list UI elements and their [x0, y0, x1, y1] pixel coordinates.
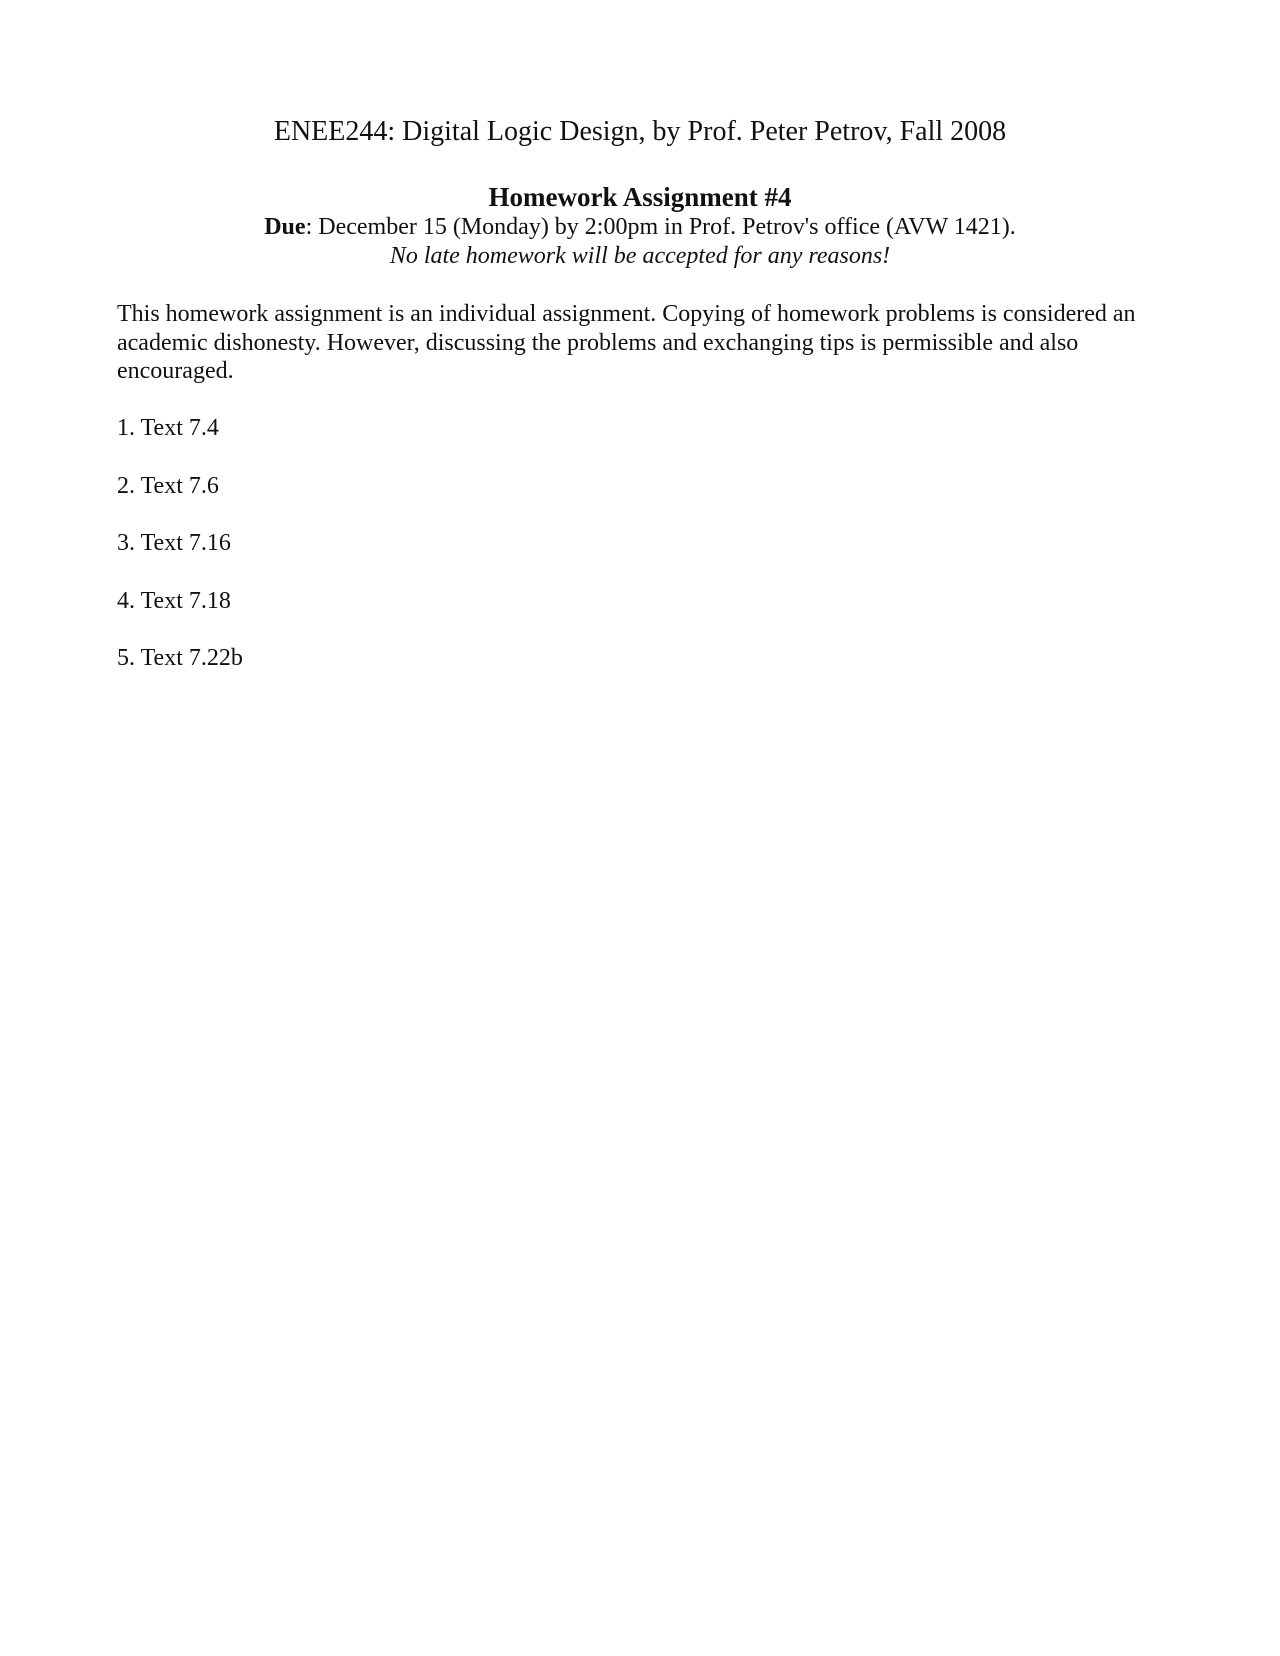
course-title: ENEE244: Digital Logic Design, by Prof. Peter Petrov, Fall 2008	[273, 116, 1007, 147]
problem-item: 3. Text 7.16	[117, 530, 231, 556]
late-notice: No late homework will be accepted for any reasons!	[389, 243, 891, 269]
problem-list	[117, 414, 243, 702]
due-text: : December 15 (Monday) by 2:00pm in Prof. Petrov's office (AVW 1421).	[305, 214, 1016, 240]
intro-paragraph: This homework assignment is an individual assignment. Copying of homework problems is considered an academic dishonesty. However, discussing the problems and exchanging tips is permissible and also encouraged.	[117, 301, 1136, 384]
due-label: Due	[264, 214, 306, 240]
problem-item: 4. Text 7.18	[117, 587, 231, 614]
problem-item: 1. Text 7.4	[117, 415, 219, 441]
due-line	[0, 213, 1280, 241]
assignment-title: Homework Assignment #4	[488, 182, 792, 212]
problem-item: 2. Text 7.6	[117, 472, 219, 499]
problem-item: 5. Text 7.22b	[117, 645, 243, 671]
